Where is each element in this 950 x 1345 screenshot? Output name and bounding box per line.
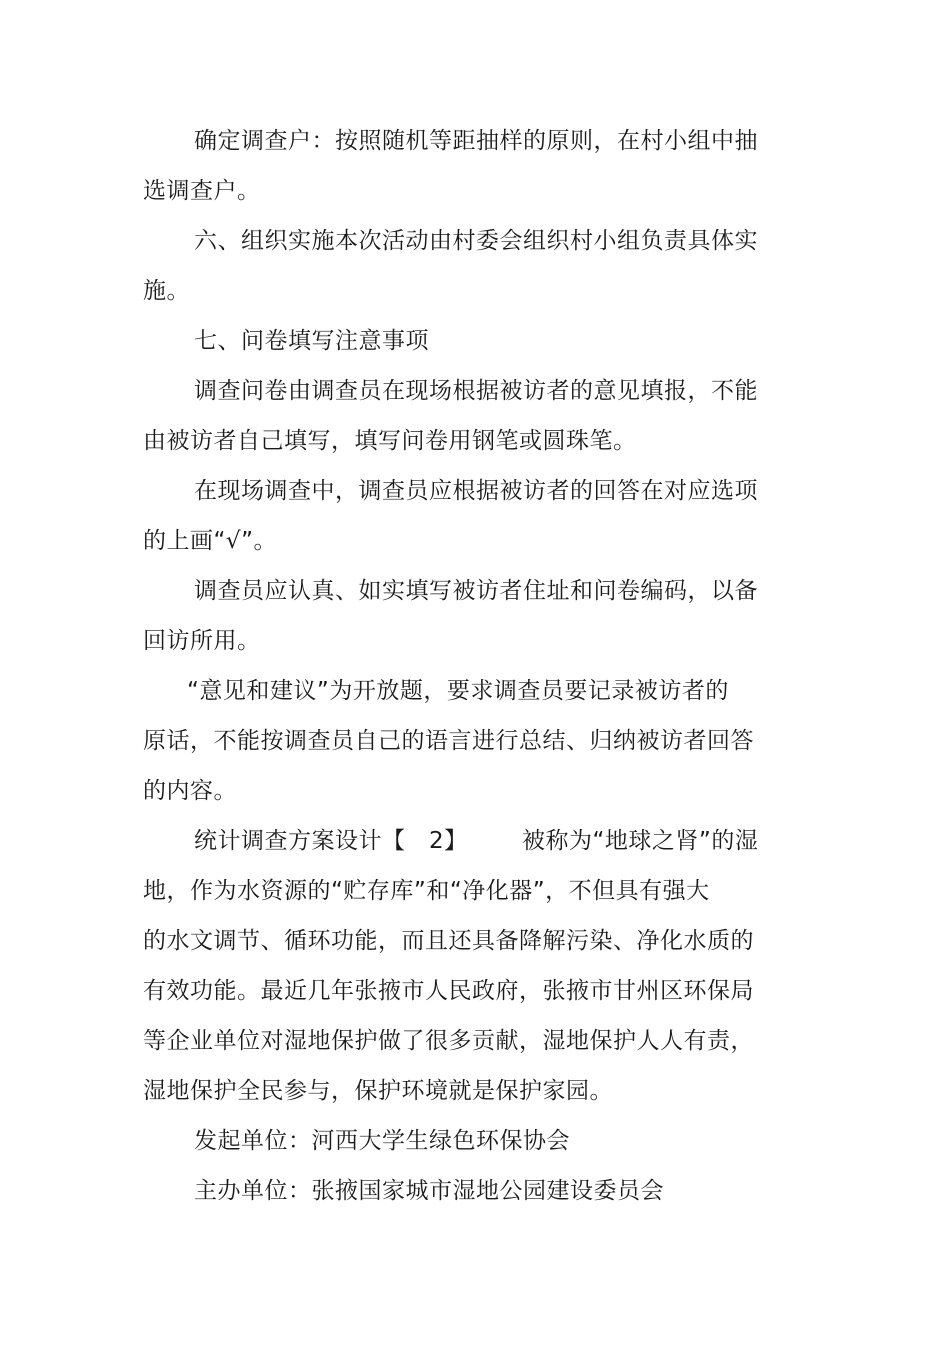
text-line: 湿地保护全民参与，保护环境就是保护家园。 xyxy=(143,1078,613,1104)
text-line: 调查问卷由调查员在现场根据被访者的意见填报，不能 xyxy=(194,378,758,404)
text-line: 的上画“√”。 xyxy=(143,528,277,554)
text-line: 由被访者自己填写，填写问卷用钢笔或圆珠笔。 xyxy=(143,428,637,454)
text-line: 地，作为水资源的“贮存库”和“净化器”，不但具有强大 xyxy=(143,878,710,904)
text-line: 等企业单位对湿地保护做了很多贡献，湿地保护人人有责， xyxy=(143,1028,754,1054)
text-line: 的内容。 xyxy=(143,778,237,804)
text-line: 施。 xyxy=(143,278,190,304)
section-title: 统计调查方案设计【 2】 xyxy=(194,828,468,854)
organizer-line: 发起单位：河西大学生绿色环保协会 xyxy=(194,1128,570,1154)
text-line: 确定调查户：按照随机等距抽样的原则，在村小组中抽 xyxy=(194,128,758,154)
text-line: 的水文调节、循环功能，而且还具备降解污染、净化水质的 xyxy=(143,928,754,954)
text-line: 调查员应认真、如实填写被访者住址和问卷编码，以备 xyxy=(194,578,758,604)
text-line: “意见和建议”为开放题，要求调查员要记录被访者的 xyxy=(187,678,729,704)
text-line: 在现场调查中，调查员应根据被访者的回答在对应选项 xyxy=(194,478,758,504)
text-line: 被称为“地球之肾”的湿 xyxy=(522,828,759,854)
text-line: 六、组织实施本次活动由村委会组织村小组负责具体实 xyxy=(194,228,758,254)
text-line: 原话，不能按调查员自己的语言进行总结、归纳被访者回答 xyxy=(143,728,754,754)
section-heading: 七、问卷填写注意事项 xyxy=(194,328,429,354)
text-line: 选调查户。 xyxy=(143,178,261,204)
text-line: 有效功能。最近几年张掖市人民政府，张掖市甘州区环保局 xyxy=(143,978,754,1004)
text-line: 回访所用。 xyxy=(143,628,261,654)
host-line: 主办单位：张掖国家城市湿地公园建设委员会 xyxy=(194,1178,664,1204)
